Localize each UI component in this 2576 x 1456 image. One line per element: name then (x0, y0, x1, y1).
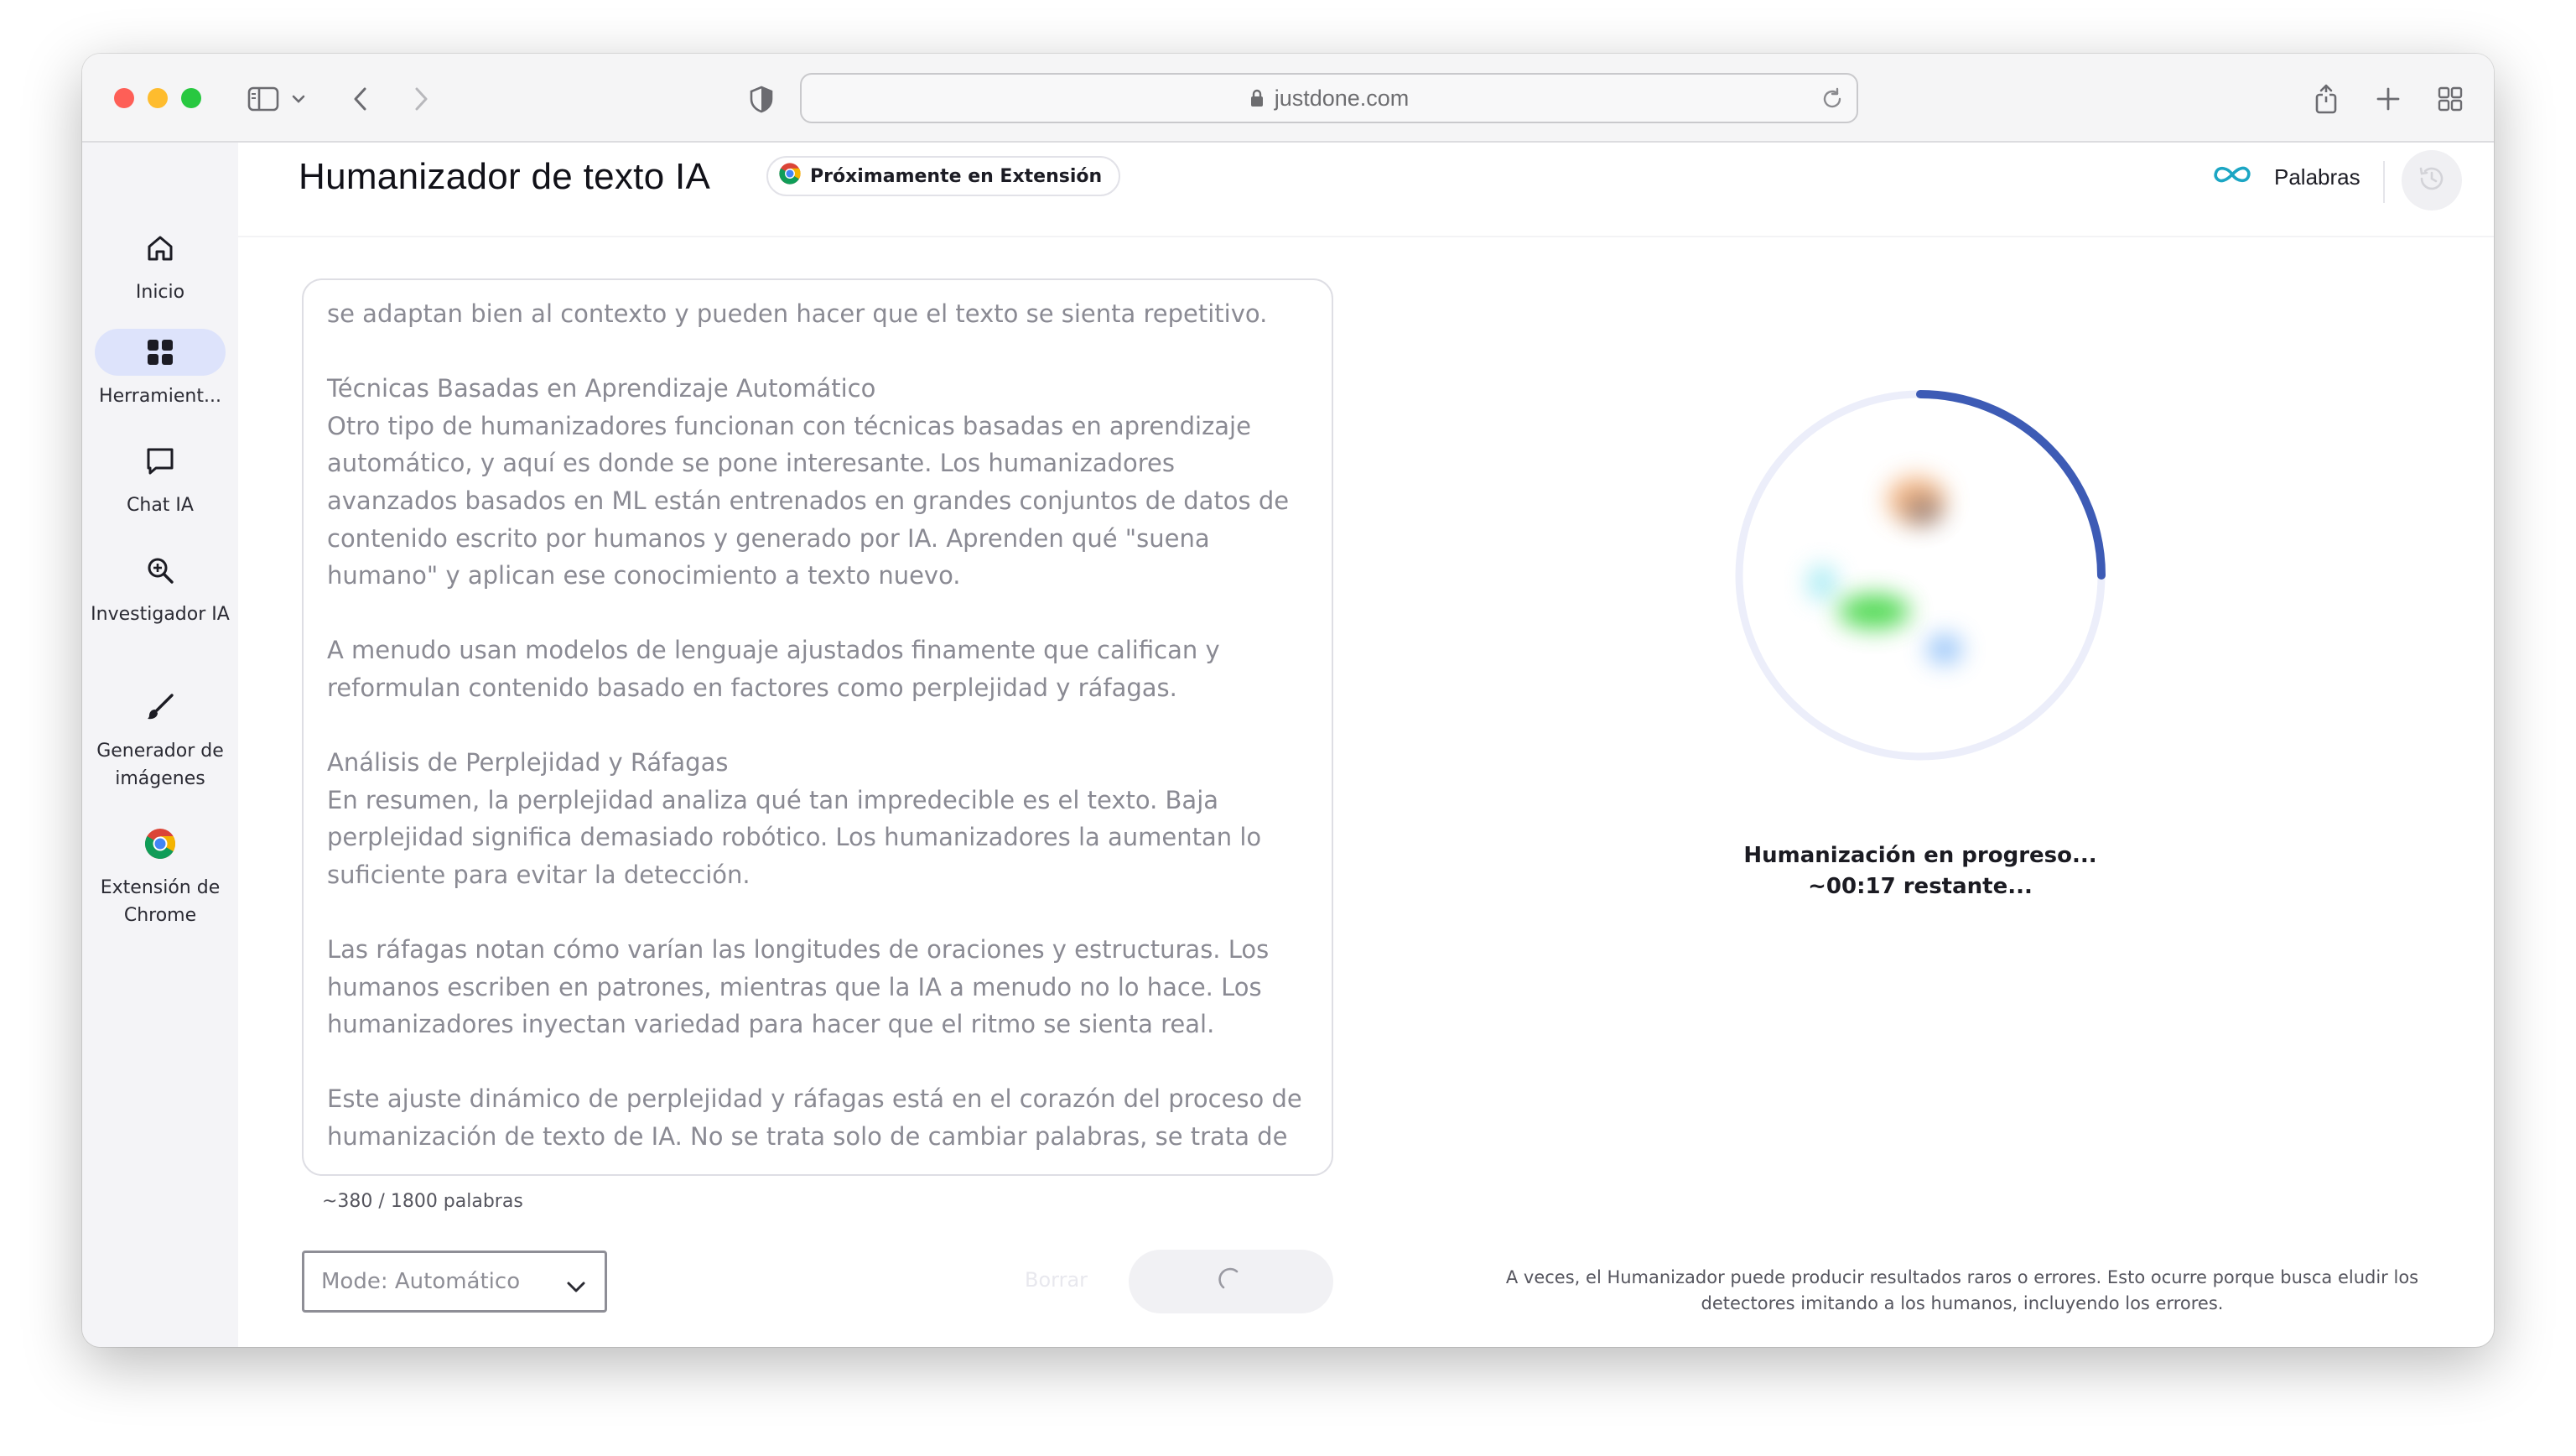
editor-paragraph: se adaptan bien al contexto y pueden hacer que el texto se sienta repetitivo. (327, 299, 1268, 328)
sidebar-item-generador-imagenes[interactable] (82, 684, 238, 793)
progress-status-line: Humanización en progreso... (1743, 843, 2097, 868)
chrome-icon (95, 820, 226, 867)
mode-select-value: Mode: Automático (321, 1269, 521, 1294)
sidebar-item-chat-ia[interactable] (82, 438, 238, 519)
sidebar-item-label: Inicio (135, 282, 185, 303)
lock-icon (1249, 89, 1265, 107)
progress-status (1620, 840, 2220, 902)
forward-icon[interactable] (404, 82, 438, 116)
extension-badge-label: Próximamente en Extensión (810, 165, 1103, 187)
progress-arc (1920, 394, 2101, 575)
progress-indicator (1727, 382, 2113, 768)
sidebar-toggle-icon[interactable] (245, 82, 282, 116)
chat-icon (95, 438, 226, 485)
sidebar-item-label: Generador de imágenes (96, 741, 224, 789)
humanize-button[interactable] (1129, 1250, 1333, 1313)
share-icon[interactable] (2309, 82, 2343, 116)
header-divider-line (238, 236, 2494, 237)
close-window-button[interactable] (114, 88, 134, 108)
editor-paragraph: Análisis de Perplejidad y Ráfagas En resumen, la perplejidad analiza qué tan impredecible es el texto. Baja perplejidad significa demasiado robótico. Los humanizadores la aumentan lo suficiente para evitar la detección. (327, 748, 1262, 889)
words-label: Palabras (2274, 164, 2360, 190)
text-input-area[interactable] (302, 278, 1333, 1176)
reload-icon[interactable] (1820, 86, 1845, 117)
back-icon[interactable] (344, 82, 377, 116)
tab-overview-icon[interactable] (2433, 82, 2467, 116)
minimize-window-button[interactable] (148, 88, 168, 108)
editor-paragraph: Este ajuste dinámico de perplejidad y ráfagas está en el corazón del proceso de humanización de texto de IA. No se trata solo de cambiar palabras, se trata de (327, 1084, 1310, 1152)
sidebar-item-label: Extensión de Chrome (100, 877, 221, 926)
spinner-icon (1218, 1267, 1244, 1296)
sidebar-item-label: Herramient... (99, 386, 221, 407)
new-tab-icon[interactable] (2371, 82, 2405, 116)
chevron-down-icon[interactable] (288, 82, 309, 116)
editor-paragraph: Técnicas Basadas en Aprendizaje Automático Otro tipo de humanizadores funcionan con técnicas basadas en aprendizaje automático, y aquí es donde se pone interesante. Los humanizadores avanzados basados en ML están entrenados en grandes conjuntos de datos de contenido escrito por humanos y generado por IA. Aprenden qué "suena humano" y aplican ese conocimiento a texto nuevo. (327, 374, 1290, 590)
sidebar-item-herramientas[interactable] (82, 329, 238, 410)
app-sidebar (82, 143, 238, 1347)
browser-window (82, 54, 2494, 1347)
sidebar-item-inicio[interactable] (82, 225, 238, 306)
maximize-window-button[interactable] (181, 88, 201, 108)
mode-select[interactable] (302, 1251, 607, 1313)
word-count: ~380 / 1800 palabras (322, 1191, 523, 1212)
editor-paragraph: Las ráfagas notan cómo varían las longitudes de oraciones y estructuras. Los humanos escriben en patrones, mientras que la IA a menudo no lo hace. Los humanizadores inyectan variedad para hacer que el ritmo se sienta real. (327, 935, 1277, 1039)
address-bar[interactable] (800, 73, 1858, 123)
chrome-icon (778, 162, 802, 190)
clear-button[interactable]: Borrar (1025, 1268, 1088, 1292)
sidebar-item-label: Chat IA (127, 495, 194, 516)
progress-time-remaining: ~00:17 restante... (1808, 874, 2033, 899)
disclaimer-text: A veces, el Humanizador puede producir resultados raros o errores. Esto ocurre porque busca eludir los detectores imitando a los humanos, incluyendo los errores. (1505, 1267, 2419, 1313)
sidebar-item-extension-chrome[interactable] (82, 820, 238, 929)
header-divider (2383, 161, 2385, 203)
history-icon (2418, 164, 2446, 196)
extension-badge[interactable] (766, 156, 1120, 196)
history-button[interactable] (2402, 150, 2462, 211)
page-title: Humanizador de texto IA (299, 156, 711, 197)
infinity-icon (2212, 164, 2252, 191)
grid-icon (95, 329, 226, 376)
brush-icon (95, 684, 226, 731)
privacy-shield-icon[interactable] (745, 82, 778, 116)
progress-ring (1727, 382, 2113, 768)
browser-toolbar (82, 54, 2494, 143)
home-icon (95, 225, 226, 272)
chevron-down-icon (566, 1275, 586, 1300)
word-balance[interactable] (2212, 156, 2360, 198)
sidebar-item-investigador-ia[interactable] (82, 547, 238, 628)
url-text: justdone.com (1274, 85, 1410, 111)
editor-text[interactable] (327, 295, 1310, 1176)
sidebar-item-label: Investigador IA (91, 604, 230, 625)
search-zoom-icon (95, 547, 226, 594)
editor-paragraph: A menudo usan modelos de lenguaje ajustados finamente que califican y reformulan contenido basado en factores como perplejidad y ráfagas. (327, 636, 1228, 702)
